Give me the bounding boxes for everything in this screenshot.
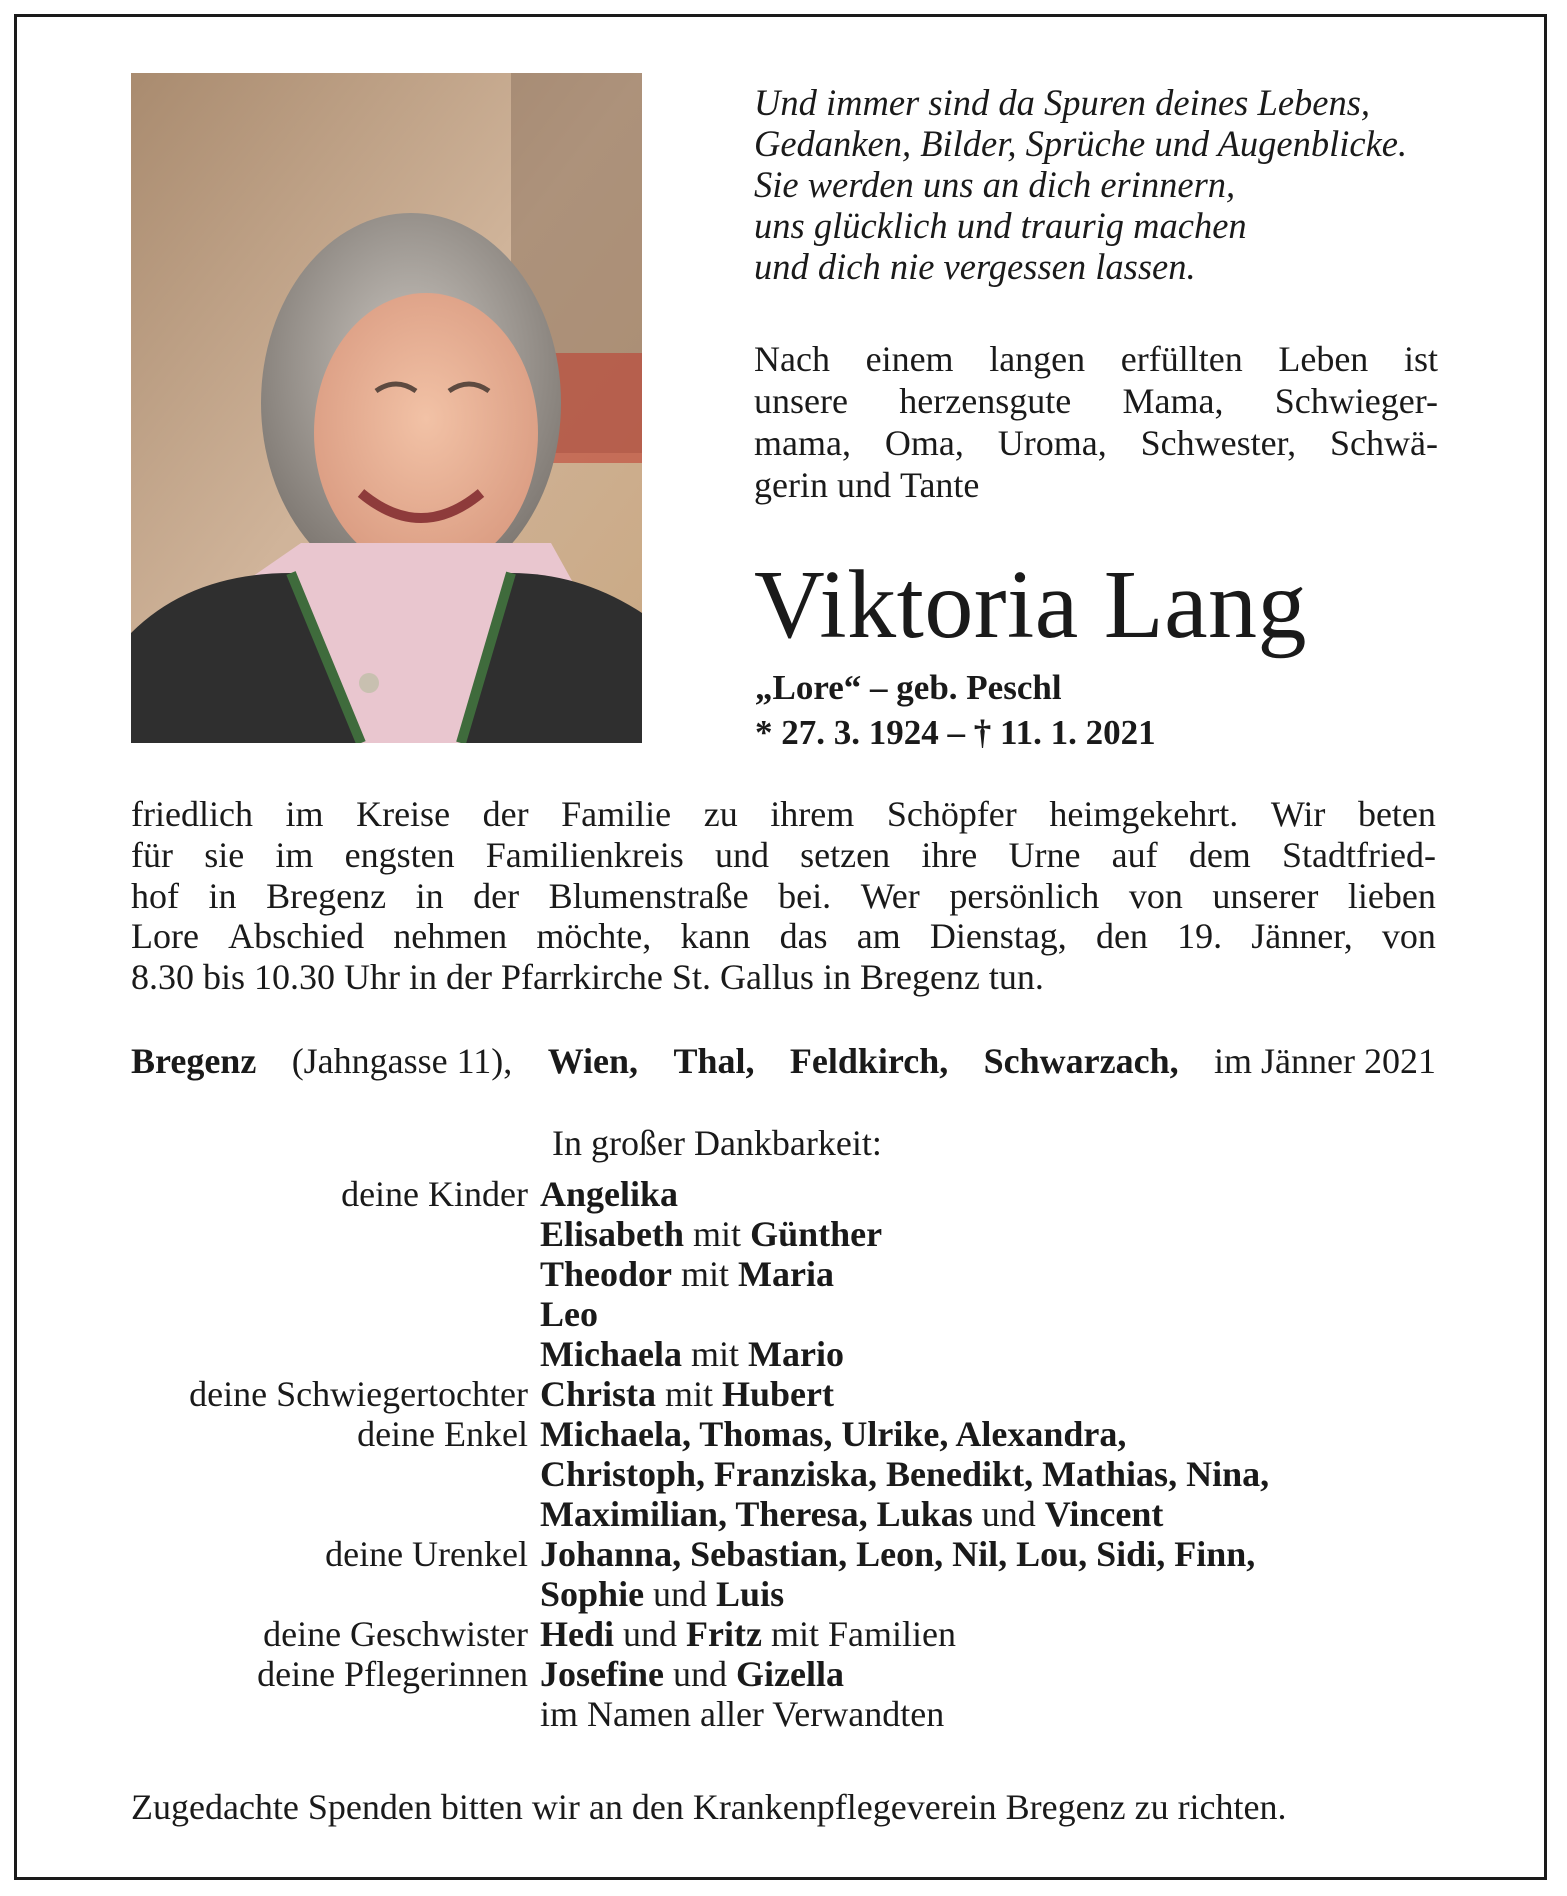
poem-line: Gedanken, Bilder, Sprüche und Augenblicke. <box>754 123 1408 164</box>
word: von <box>1381 916 1436 957</box>
word: Uhr <box>344 957 401 998</box>
word: für <box>131 834 173 875</box>
mourners-list <box>100 1174 1269 1734</box>
mourner-names <box>540 1334 844 1374</box>
donation-note: Zugedachte Spenden bitten wir an den Krankenpflegeverein Bregenz zu richten. <box>131 1787 1287 1827</box>
mourner-relation: deine Schwiegertochter <box>189 1374 528 1414</box>
mourner-connector: mit <box>684 1214 751 1254</box>
word: möchte, <box>536 916 652 957</box>
word: ist <box>1403 339 1438 379</box>
mourner-names <box>540 1214 882 1254</box>
word: tun. <box>988 957 1044 998</box>
word: Schwä- <box>1330 423 1438 463</box>
word: erfüllten <box>1120 339 1243 379</box>
mourner-relation: deine Urenkel <box>325 1534 528 1574</box>
word: 10.30 <box>254 957 336 998</box>
mourner-name: Hedi <box>540 1614 615 1654</box>
mourner-name: Josefine <box>540 1654 664 1694</box>
word: im <box>285 794 324 834</box>
word: Urne <box>1008 834 1081 875</box>
mourner-names <box>540 1574 784 1614</box>
intro-line <box>754 422 1438 464</box>
mourner-name: Sophie <box>540 1574 645 1614</box>
word: sie <box>204 834 245 875</box>
intro-line <box>754 338 1438 380</box>
mourner-row <box>100 1614 1269 1654</box>
mourner-relation: deine Kinder <box>341 1174 528 1214</box>
word: und <box>836 465 891 505</box>
mourner-connector: mit <box>681 1334 748 1374</box>
word: Wer <box>860 875 920 916</box>
mourner-row <box>100 1694 1269 1734</box>
mourner-name: Fritz <box>686 1614 762 1654</box>
word: kann <box>680 916 751 957</box>
mourner-names <box>540 1454 1269 1494</box>
word: unsere <box>754 381 848 421</box>
mourner-names <box>540 1614 956 1654</box>
word: unserer <box>1212 875 1319 916</box>
body-line <box>131 876 1436 917</box>
word: am <box>856 916 901 957</box>
mourner-row <box>100 1494 1269 1534</box>
word: ihrem <box>770 794 855 834</box>
word: der <box>482 794 529 834</box>
word: herzensgute <box>899 381 1072 421</box>
word: von <box>1128 875 1183 916</box>
mourner-names <box>540 1534 1255 1574</box>
mourner-connector: mit Familien <box>761 1614 956 1654</box>
mourner-connector: mit <box>672 1254 739 1294</box>
mourner-connector: mit <box>656 1374 723 1414</box>
mourner-row <box>100 1534 1269 1574</box>
mourner-names <box>540 1414 1126 1454</box>
word: Schwester, <box>1140 423 1297 463</box>
word: bis <box>203 957 246 998</box>
mourner-relation <box>100 1694 540 1734</box>
mourner-name: Johanna, Sebastian, Leon, Nil, Lou, Sidi, Finn, <box>540 1534 1256 1574</box>
intro-line <box>754 464 1438 506</box>
word: langen <box>989 339 1086 379</box>
word: Wir <box>1270 794 1326 834</box>
word: persönlich <box>949 875 1100 916</box>
word: hof <box>131 875 179 916</box>
poem-line: Und immer sind da Spuren deines Lebens, <box>754 82 1371 123</box>
place-address: (Jahngasse 11), <box>291 1041 513 1081</box>
mourner-row <box>100 1334 1269 1374</box>
word: ihre <box>921 834 978 875</box>
poem-line: Sie werden uns an dich erinnern, <box>754 164 1236 205</box>
word: in <box>208 875 237 916</box>
mourner-name: Mario <box>747 1334 844 1374</box>
portrait-photo <box>131 73 642 743</box>
mourner-connector: und <box>663 1654 736 1694</box>
word: Leben <box>1278 339 1369 379</box>
deceased-dates: * 27. 3. 1924 – † 11. 1. 2021 <box>755 713 1156 752</box>
mourner-relation: deine Geschwister <box>263 1614 528 1654</box>
mourner-relation <box>100 1294 540 1334</box>
place-schwarzach: Schwarzach, <box>983 1041 1179 1081</box>
mourner-row <box>100 1374 1269 1414</box>
word: Blumenstraße <box>548 875 749 916</box>
mourner-name: Hubert <box>722 1374 835 1414</box>
word: Schöpfer <box>886 794 1017 834</box>
word: gerin <box>754 465 828 505</box>
mourner-name: Theodor <box>540 1254 673 1294</box>
word: das <box>779 916 828 957</box>
deceased-nickname: „Lore“ – geb. Peschl <box>755 668 1062 707</box>
mourner-names <box>540 1694 944 1734</box>
word: 8.30 <box>131 957 194 998</box>
mourner-name: Maximilian, Theresa, Lukas <box>540 1494 973 1534</box>
word: Nach <box>754 339 830 379</box>
mourner-name: Michaela <box>540 1334 682 1374</box>
word: Pfarrkirche <box>501 957 663 998</box>
intro-paragraph <box>754 338 1438 506</box>
mourner-name: Günther <box>750 1214 883 1254</box>
word: engsten <box>344 834 455 875</box>
word: Kreise <box>356 794 451 834</box>
mourner-relation <box>100 1574 540 1614</box>
word: Uroma, <box>997 423 1107 463</box>
word: in <box>415 875 444 916</box>
mourner-relation <box>100 1254 540 1294</box>
portrait-illustration <box>131 73 642 743</box>
mourner-name: Angelika <box>540 1174 679 1214</box>
mourner-relation <box>100 1494 540 1534</box>
mourner-relation <box>100 1454 540 1494</box>
word: setzen <box>800 834 891 875</box>
mourner-name: Luis <box>716 1574 785 1614</box>
mourner-names <box>540 1654 844 1694</box>
word: Stadtfried- <box>1282 834 1436 875</box>
body-line <box>131 916 1436 957</box>
word: bei. <box>778 875 832 916</box>
mourner-connector: und <box>972 1494 1045 1534</box>
mourner-names <box>540 1294 598 1334</box>
word: Familie <box>561 794 672 834</box>
mourner-relation: deine Enkel <box>357 1414 528 1454</box>
word: Jänner, <box>1251 916 1353 957</box>
word: heimgekehrt. <box>1049 794 1239 834</box>
place-date: im Jänner 2021 <box>1213 1041 1436 1081</box>
word: der <box>473 875 520 916</box>
deceased-name: Viktoria Lang <box>754 551 1308 659</box>
mourner-name: Elisabeth <box>540 1214 685 1254</box>
word: Schwieger- <box>1274 381 1438 421</box>
mourner-row <box>100 1574 1269 1614</box>
intro-line <box>754 380 1438 422</box>
mourner-row <box>100 1214 1269 1254</box>
word: Mama, <box>1122 381 1224 421</box>
word: den <box>1095 916 1148 957</box>
word: in <box>822 957 851 998</box>
poem-line: und dich nie vergessen lassen. <box>754 246 1196 287</box>
poem <box>754 82 1407 287</box>
place-thal: Thal, <box>673 1041 755 1081</box>
mourner-names <box>540 1174 678 1214</box>
word: im <box>275 834 314 875</box>
word: Lore <box>131 916 199 957</box>
place-bregenz: Bregenz <box>131 1041 257 1081</box>
word: zu <box>703 794 738 834</box>
word: einem <box>865 339 954 379</box>
mourner-name: Michaela, Thomas, Ulrike, Alexandra, <box>540 1414 1127 1454</box>
thanks-heading: In großer Dankbarkeit: <box>552 1123 882 1163</box>
mourner-connector: und <box>644 1574 717 1614</box>
mourner-connector: im Namen aller Verwandten <box>540 1694 945 1734</box>
mourner-name: Christa <box>540 1374 656 1414</box>
mourner-name: Vincent <box>1044 1494 1164 1534</box>
mourner-row <box>100 1454 1269 1494</box>
word: lieben <box>1347 875 1436 916</box>
mourner-relation <box>100 1334 540 1374</box>
word: auf <box>1111 834 1158 875</box>
word: dem <box>1188 834 1251 875</box>
body-line <box>131 794 1436 835</box>
word: Oma, <box>884 423 964 463</box>
mourner-row <box>100 1254 1269 1294</box>
word: mama, <box>754 423 851 463</box>
mourner-connector: und <box>614 1614 687 1654</box>
word: und <box>714 834 769 875</box>
word: in <box>409 957 438 998</box>
word: friedlich <box>131 794 253 834</box>
mourner-name: Leo <box>540 1294 598 1334</box>
mourner-relation: deine Pflegerinnen <box>257 1654 528 1694</box>
word: Bregenz <box>266 875 387 916</box>
word: Familienkreis <box>485 834 684 875</box>
word: Dienstag, <box>929 916 1067 957</box>
mourner-name: Gizella <box>735 1654 844 1694</box>
mourner-name: Christoph, Franziska, Benedikt, Mathias, Nina, <box>540 1454 1270 1494</box>
word: der <box>446 957 492 998</box>
body-line <box>131 957 1436 998</box>
place-feldkirch: Feldkirch, <box>789 1041 949 1081</box>
mourner-names <box>540 1374 834 1414</box>
mourner-row <box>100 1294 1269 1334</box>
mourner-row <box>100 1414 1269 1454</box>
word: St. <box>671 957 711 998</box>
places-line <box>131 1040 1436 1082</box>
mourner-names <box>540 1494 1163 1534</box>
word: nehmen <box>393 916 508 957</box>
word: beten <box>1357 794 1436 834</box>
word: Abschied <box>228 916 365 957</box>
mourner-row <box>100 1654 1269 1694</box>
place-wien: Wien, <box>547 1041 639 1081</box>
poem-line: uns glücklich und traurig machen <box>754 205 1247 246</box>
mourner-row <box>100 1174 1269 1214</box>
body-line <box>131 835 1436 876</box>
mourner-relation <box>100 1214 540 1254</box>
mourner-names <box>540 1254 834 1294</box>
word: Bregenz <box>859 957 980 998</box>
word: 19. <box>1177 916 1223 957</box>
body-paragraph <box>131 794 1436 998</box>
word: Gallus <box>719 957 814 998</box>
mourner-name: Maria <box>738 1254 834 1294</box>
word: Tante <box>899 465 980 505</box>
